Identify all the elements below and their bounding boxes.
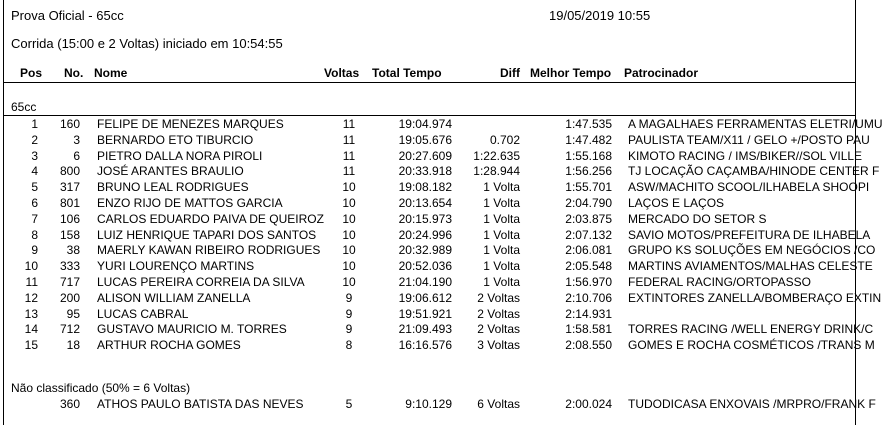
cell-patrocinador: A MAGALHAES FERRAMENTAS ELETRI/UMU <box>628 117 883 131</box>
cell-voltas: 11 <box>342 148 356 163</box>
cell-pos: 8 <box>31 227 38 242</box>
table-row <box>0 117 883 132</box>
table-row <box>0 164 880 179</box>
cell-patrocinador: MARTINS AVIAMENTOS/MALHAS CELESTE <box>628 259 873 274</box>
col-pos: Pos <box>20 66 43 80</box>
col-nome: Nome <box>94 66 128 80</box>
unclassified-label: Não classificado (50% = 6 Voltas) <box>11 381 191 395</box>
cell-melhor: 1:55.701 <box>565 180 612 195</box>
cell-total: 9:10.129 <box>405 397 452 411</box>
cell-nome: LUCAS PEREIRA CORREIA DA SILVA <box>97 275 305 289</box>
cell-nome: PIETRO DALLA NORA PIROLI <box>97 148 263 163</box>
cell-nome: GUSTAVO MAURICIO M. TORRES <box>97 322 287 337</box>
cell-melhor: 2:00.024 <box>565 397 612 411</box>
table-row <box>0 227 871 243</box>
race-subtitle: Corrida (15:00 e 2 Voltas) iniciado em 10:54:55 <box>11 36 283 51</box>
cell-patrocinador: FEDERAL RACING/ORTOPASSO <box>628 275 811 289</box>
cell-voltas: 10 <box>342 259 356 274</box>
cell-total: 20:27.609 <box>398 148 452 163</box>
table-row <box>0 196 859 211</box>
table-row <box>0 275 859 290</box>
cell-no: 3 <box>73 132 80 147</box>
cell-nome: ALISON WILLIAM ZANELLA <box>97 290 251 305</box>
cell-nome: MAERLY KAWAN RIBEIRO RODRIGUES <box>97 243 321 258</box>
cell-total: 20:32.989 <box>398 243 452 258</box>
cell-nome: CARLOS EDUARDO PAIVA DE QUEIROZ <box>97 211 324 226</box>
table-row <box>0 243 876 258</box>
cell-pos: 3 <box>31 148 38 163</box>
cell-total: 19:05.676 <box>398 132 452 147</box>
cell-no: 712 <box>59 322 80 337</box>
col-patrocinador: Patrocinador <box>624 66 699 80</box>
cell-melhor: 2:05.548 <box>565 259 612 274</box>
cell-voltas: 11 <box>342 164 356 179</box>
cell-voltas: 11 <box>342 132 356 147</box>
cell-pos: 12 <box>24 290 38 305</box>
cell-nome: LUCAS CABRAL <box>97 306 189 321</box>
cell-total: 16:16.576 <box>398 338 452 353</box>
cell-total: 21:04.190 <box>398 275 452 289</box>
cell-patrocinador: SAVIO MOTOS/PREFEITURA DE ILHABELA <box>628 227 871 242</box>
cell-no: 106 <box>59 211 80 226</box>
cell-voltas: 9 <box>345 290 353 305</box>
report-title: Prova Oficial - 65cc <box>11 8 124 23</box>
cell-pos: 2 <box>31 132 38 147</box>
cell-patrocinador: ASW/MACHITO SCOOL/ILHABELA SHOOPI <box>628 180 870 195</box>
cell-total: 19:08.182 <box>398 180 452 195</box>
cell-melhor: 1:56.970 <box>565 275 612 289</box>
col-total-tempo: Total Tempo <box>372 66 442 80</box>
cell-diff: 1 Volta <box>483 259 520 274</box>
cell-diff: 1 Volta <box>483 196 520 210</box>
cell-total: 20:33.918 <box>398 164 452 179</box>
cell-nome: FELIPE DE MENEZES MARQUES <box>97 117 284 131</box>
cell-patrocinador: TORRES RACING /WELL ENERGY DRINK/C <box>628 322 874 337</box>
cell-voltas: 10 <box>342 227 356 242</box>
category-label: 65cc <box>11 100 37 114</box>
cell-no: 200 <box>59 290 80 305</box>
cell-pos: 6 <box>31 196 38 210</box>
cell-nome: ENZO RIJO DE MATTOS GARCIA <box>97 196 283 210</box>
cell-diff: 1 Volta <box>483 243 520 258</box>
cell-melhor: 1:56.256 <box>565 164 612 179</box>
table-row <box>0 180 870 195</box>
cell-no: 333 <box>59 259 80 274</box>
category-divider <box>4 115 855 116</box>
cell-nome: LUIZ HENRIQUE TAPARI DOS SANTOS <box>97 227 317 242</box>
cell-voltas: 10 <box>342 275 356 289</box>
cell-patrocinador: MERCADO DO SETOR S <box>628 211 767 226</box>
cell-pos: 15 <box>24 338 38 353</box>
cell-patrocinador: GOMES E ROCHA COSMÉTICOS /TRANS M <box>628 338 875 353</box>
cell-no: 317 <box>59 180 80 195</box>
col-diff: Diff <box>500 66 520 80</box>
cell-nome: ATHOS PAULO BATISTA DAS NEVES <box>97 397 304 411</box>
cell-voltas: 10 <box>342 211 356 226</box>
cell-diff: 1 Volta <box>483 275 520 289</box>
cell-nome: ARTHUR ROCHA GOMES <box>97 338 241 353</box>
table-row <box>0 338 875 353</box>
cell-diff: 1 Volta <box>483 180 520 195</box>
col-melhor-tempo: Melhor Tempo <box>530 66 612 80</box>
cell-pos: 1 <box>31 117 38 131</box>
table-row <box>0 259 873 274</box>
cell-melhor: 2:03.875 <box>565 211 612 226</box>
cell-patrocinador: KIMOTO RACING / IMS/BIKER//SOL VILLE <box>628 148 863 163</box>
cell-no: 801 <box>59 196 80 210</box>
cell-total: 21:09.493 <box>398 322 452 337</box>
cell-voltas: 9 <box>345 322 353 337</box>
table-row <box>0 290 882 306</box>
cell-patrocinador: LAÇOS E LAÇOS <box>628 196 725 210</box>
cell-voltas: 5 <box>345 397 353 411</box>
cell-voltas: 10 <box>342 196 356 210</box>
cell-melhor: 1:55.168 <box>565 148 612 163</box>
cell-total: 20:52.036 <box>398 259 452 274</box>
cell-diff: 2 Voltas <box>477 322 520 337</box>
header-divider <box>4 82 855 83</box>
cell-diff: 2 Voltas <box>477 306 520 321</box>
cell-voltas: 8 <box>345 338 353 353</box>
table-row <box>0 307 859 322</box>
cell-patrocinador: PAULISTA TEAM/X11 / GELO +/POSTO PAU <box>628 132 870 147</box>
cell-melhor: 1:58.581 <box>565 322 612 337</box>
cell-total: 20:13.654 <box>398 196 452 210</box>
col-no: No. <box>64 66 84 80</box>
cell-diff: 3 Voltas <box>477 338 520 353</box>
cell-total: 19:04.974 <box>398 117 452 131</box>
cell-nome: BRUNO LEAL RODRIGUES <box>97 180 249 195</box>
cell-pos: 11 <box>25 275 38 289</box>
cell-diff: 1:28.944 <box>473 164 520 179</box>
cell-diff: 1 Volta <box>483 227 520 242</box>
cell-pos: 9 <box>31 243 38 258</box>
cell-diff: 2 Voltas <box>477 290 520 305</box>
cell-no: 360 <box>59 397 80 411</box>
cell-diff: 6 Voltas <box>477 397 520 411</box>
cell-patrocinador: EXTINTORES ZANELLA/BOMBERAÇO EXTIN <box>628 290 882 305</box>
cell-pos: 4 <box>31 164 38 179</box>
table-row <box>0 132 870 148</box>
report-datetime: 19/05/2019 10:55 <box>549 8 651 23</box>
cell-nome: JOSÉ ARANTES BRAULIO <box>97 164 244 179</box>
cell-no: 6 <box>73 148 80 163</box>
cell-no: 800 <box>59 164 80 179</box>
cell-voltas: 10 <box>342 180 356 195</box>
cell-no: 95 <box>66 306 80 321</box>
cell-patrocinador: GRUPO KS SOLUÇÕES EM NEGÓCIOS /CO <box>628 243 876 258</box>
cell-melhor: 1:47.482 <box>565 132 612 147</box>
cell-no: 18 <box>66 338 80 353</box>
cell-pos: 13 <box>24 306 38 321</box>
cell-total: 20:15.973 <box>398 211 452 226</box>
cell-pos: 10 <box>24 259 38 274</box>
cell-patrocinador: TJ LOCAÇÃO CAÇAMBA/HINODE CENTER F <box>628 164 880 179</box>
cell-melhor: 2:08.550 <box>565 338 612 353</box>
cell-melhor: 2:10.706 <box>565 290 612 305</box>
cell-pos: 5 <box>31 180 38 195</box>
table-row <box>0 322 874 337</box>
cell-melhor: 2:14.931 <box>565 306 612 321</box>
cell-no: 38 <box>66 243 80 258</box>
cell-no: 160 <box>59 117 80 131</box>
cell-voltas: 10 <box>342 243 356 258</box>
cell-total: 19:06.612 <box>398 290 452 305</box>
cell-diff: 1:22.635 <box>473 148 520 163</box>
cell-voltas: 9 <box>345 306 353 321</box>
cell-no: 717 <box>59 275 80 289</box>
cell-no: 158 <box>59 227 80 242</box>
table-row <box>0 212 859 227</box>
col-voltas: Voltas <box>324 66 360 80</box>
cell-pos: 7 <box>31 211 38 226</box>
cell-pos: 14 <box>24 322 38 337</box>
cell-diff: 1 Volta <box>483 211 520 226</box>
cell-melhor: 2:07.132 <box>565 227 612 242</box>
cell-melhor: 2:04.790 <box>565 196 612 210</box>
cell-total: 19:51.921 <box>398 306 452 321</box>
table-row <box>0 397 876 412</box>
table-row <box>0 148 863 164</box>
cell-nome: BERNARDO ETO TIBURCIO <box>97 132 254 147</box>
cell-patrocinador: TUDODICASA ENXOVAIS /MRPRO/FRANK F <box>628 397 876 411</box>
cell-melhor: 1:47.535 <box>565 117 612 131</box>
cell-voltas: 11 <box>342 117 356 131</box>
cell-total: 20:24.996 <box>398 227 452 242</box>
cell-melhor: 2:06.081 <box>565 243 612 258</box>
cell-nome: YURI LOURENÇO MARTINS <box>97 259 255 274</box>
cell-diff: 0.702 <box>489 132 520 147</box>
